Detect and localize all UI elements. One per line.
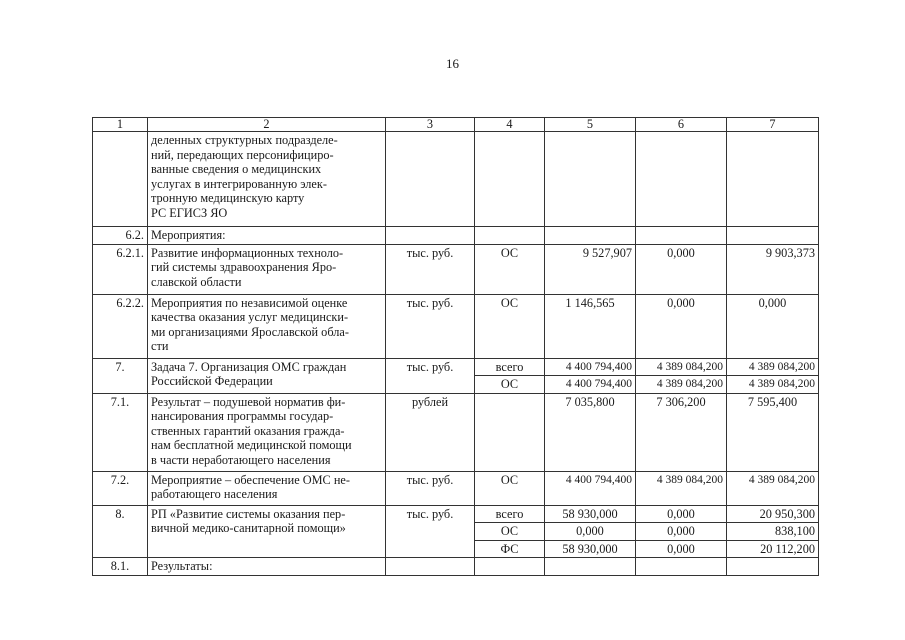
column-header: 1 xyxy=(93,118,148,132)
value-col5: 4 400 794,400 xyxy=(545,358,636,376)
table-row xyxy=(93,244,819,294)
source-cell: ОС xyxy=(475,376,545,394)
row-number: 6.2.1. xyxy=(93,244,148,294)
row-number: 8. xyxy=(93,505,148,558)
source-cell: ОС xyxy=(475,523,545,541)
value-col6: 4 389 084,200 xyxy=(636,358,727,376)
row-name: Развитие информационных техноло- гий системы здравоохранения Яро- славской области xyxy=(148,244,386,294)
table-row xyxy=(93,505,819,523)
row-number: 6.2.2. xyxy=(93,294,148,358)
value-col6: 4 389 084,200 xyxy=(636,376,727,394)
unit-cell: тыс. руб. xyxy=(386,294,475,358)
value-col7: 838,100 xyxy=(727,523,819,541)
row-name: РП «Развитие системы оказания пер- вичной медико-санитарной помощи» xyxy=(148,505,386,558)
value-col6: 0,000 xyxy=(636,505,727,523)
source-cell: ОС xyxy=(475,244,545,294)
value-col7: 7 595,400 xyxy=(727,393,819,471)
table-row xyxy=(93,294,819,358)
value-col6: 0,000 xyxy=(636,294,727,358)
unit-cell: тыс. руб. xyxy=(386,358,475,393)
value-col6: 0,000 xyxy=(636,244,727,294)
value-col5: 4 400 794,400 xyxy=(545,376,636,394)
value-col7: 20 950,300 xyxy=(727,505,819,523)
row-name: Мероприятия: xyxy=(148,227,386,245)
row-name: Результат – подушевой норматив фи- нансирования программы государ- ственных гарантий оказания гражда- нам бесплатной медицинской помощи в части неработающего населения xyxy=(148,393,386,471)
source-cell: ОС xyxy=(475,294,545,358)
value-col7: 0,000 xyxy=(727,294,819,358)
source-cell: ОС xyxy=(475,471,545,505)
table-row xyxy=(93,227,819,245)
value-col5: 4 400 794,400 xyxy=(545,471,636,505)
program-table xyxy=(92,117,819,576)
table-row xyxy=(93,358,819,376)
row-name: Мероприятия по независимой оценке качества оказания услуг медицински- ми организациями Ярославской обла- сти xyxy=(148,294,386,358)
column-header: 5 xyxy=(545,118,636,132)
value-col7: 4 389 084,200 xyxy=(727,376,819,394)
table-row xyxy=(93,558,819,576)
value-col6: 4 389 084,200 xyxy=(636,471,727,505)
row-name: Задача 7. Организация ОМС граждан Российской Федерации xyxy=(148,358,386,393)
source-cell: всего xyxy=(475,358,545,376)
row-number: 7.1. xyxy=(93,393,148,471)
table-row xyxy=(93,471,819,505)
column-header: 4 xyxy=(475,118,545,132)
row-number: 8.1. xyxy=(93,558,148,576)
source-cell: всего xyxy=(475,505,545,523)
table-header-row xyxy=(93,118,819,132)
value-col6: 0,000 xyxy=(636,540,727,558)
row-name: Мероприятие – обеспечение ОМС не- работающего населения xyxy=(148,471,386,505)
value-col7: 20 112,200 xyxy=(727,540,819,558)
value-col7: 9 903,373 xyxy=(727,244,819,294)
row-name: деленных структурных подразделе- ний, передающих персонифициро- ванные сведения о медицинских услугах в интегрированную элек- тронную медицинскую карту РС ЕГИСЗ ЯО xyxy=(148,132,386,227)
row-number: 6.2. xyxy=(93,227,148,245)
unit-cell: тыс. руб. xyxy=(386,244,475,294)
value-col6: 7 306,200 xyxy=(636,393,727,471)
value-col6: 0,000 xyxy=(636,523,727,541)
value-col7: 4 389 084,200 xyxy=(727,471,819,505)
row-number xyxy=(93,132,148,227)
table-row xyxy=(93,393,819,471)
value-col7: 4 389 084,200 xyxy=(727,358,819,376)
unit-cell: рублей xyxy=(386,393,475,471)
row-number: 7. xyxy=(93,358,148,393)
column-header: 3 xyxy=(386,118,475,132)
value-col5: 0,000 xyxy=(545,523,636,541)
value-col5: 9 527,907 xyxy=(545,244,636,294)
unit-cell: тыс. руб. xyxy=(386,505,475,558)
unit-cell: тыс. руб. xyxy=(386,471,475,505)
value-col5: 7 035,800 xyxy=(545,393,636,471)
table-row xyxy=(93,132,819,227)
page-number: 16 xyxy=(446,56,459,71)
value-col5: 58 930,000 xyxy=(545,505,636,523)
value-col5: 58 930,000 xyxy=(545,540,636,558)
row-number: 7.2. xyxy=(93,471,148,505)
source-cell: ФС xyxy=(475,540,545,558)
column-header: 6 xyxy=(636,118,727,132)
column-header: 2 xyxy=(148,118,386,132)
value-col5: 1 146,565 xyxy=(545,294,636,358)
row-name: Результаты: xyxy=(148,558,386,576)
column-header: 7 xyxy=(727,118,819,132)
